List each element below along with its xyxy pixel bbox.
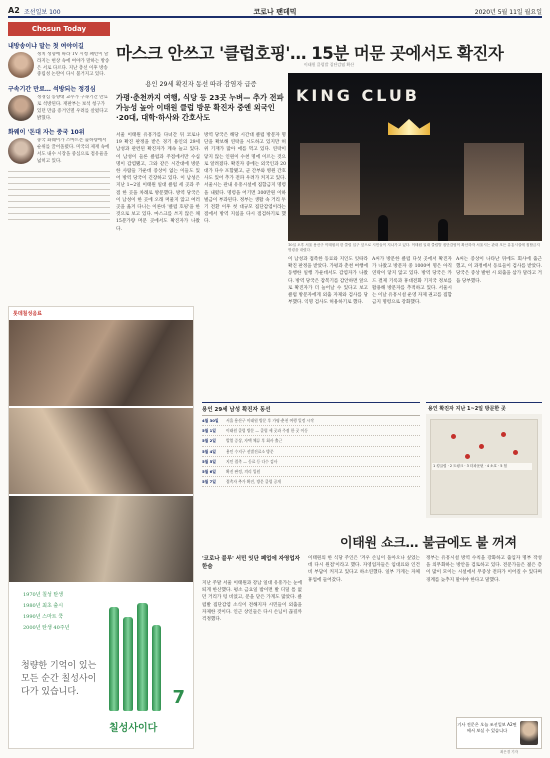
promo-box[interactable]: [456, 717, 542, 749]
article-column: 서울 이태원 유흥가를 다녀간 뒤 코로나19 확진 판정을 받은 경기 용인의 29세 남성과 관련된 확진자가 계속 늘고 있다. 이 남성이 들른 클럽과 주점에서만 수십 명이 감염됐고, 그와 같은 시간대에 방문한 사람들 가운데 증상이 없는 이들도 있어 방역 당국이 긴장하고 있다. 이 남성은 지난 1~2일 이태원 일대 클럽 세 곳과 주점 한 곳을 차례로 방문했다. 방역 당국은 이 남성이 한 곳에 오래 머물지 않고 여러 곳을 옮겨 다니는 이른바 '클럽 호핑'을 한 것으로 보고 있다. 마스크를 쓰지 않은 채 15분가량 머문 곳에서도 확진자가 나왔다.: [116, 133, 200, 232]
table-row: [202, 436, 420, 446]
ad-year-line: 1970년 칠성 탄생: [23, 592, 64, 598]
route-table: [202, 402, 420, 522]
subheadline: 용인 29세 확진자 동선 따라 감염자 급증: [145, 81, 257, 88]
pedestrian: [378, 215, 388, 241]
soda-bottle: [109, 607, 119, 711]
second-headline[interactable]: 이태원 쇼크… 불금에도 불 꺼져: [340, 536, 517, 551]
ad-photo-child: [9, 408, 193, 494]
row-text: 접촉자 추가 확진, 방문 클럽 공개: [226, 479, 281, 485]
chosun-today-item[interactable]: [8, 41, 110, 79]
main-headline[interactable]: 마스크 안쓰고 '클럽호핑'… 15분 머문 곳에서도 확진자: [116, 44, 504, 63]
row-text: 발열 증상, 자택 체류 후 회사 출근: [226, 438, 283, 444]
ad-year-line: 1990년 스마트 쿡: [23, 614, 64, 620]
chosun-today-item-title[interactable]: 내방송이냐 말는 첫 여야이길: [8, 43, 84, 50]
person-photo: [8, 138, 34, 164]
soda-bottle: [123, 617, 133, 711]
ad-year-line: 2000년 탄생 40주년: [23, 625, 70, 631]
location-pin-icon: [501, 432, 506, 437]
row-date: 5월 7일: [202, 479, 216, 485]
location-pin-icon: [479, 444, 484, 449]
row-date: 5월 5일: [202, 458, 216, 464]
ad-photo-friends: [9, 496, 193, 582]
route-map[interactable]: [426, 402, 542, 518]
ad-seven-mark: 7: [172, 687, 185, 708]
article-column: 방역 당국은 해당 시간대 클럽 방문자 명단을 확보해 연락을 시도하고 있지만 허위 기재가 많아 애를 먹고 있다. 연락이 닿지 않는 인원이 수천 명에 이르는 것으로 알려졌다. 확진자 중에는 외국인과 20대가 다수 포함됐고, 군 간부와 병원 간호사도 있어 추가 전파 우려가 커지고 있다. 서울시는 관내 유흥시설에 집합금지 명령을 내렸다. 명령을 어기면 300만원 이하 벌금이 부과된다. 정부는 생활 속 거리 두기 전환 이후 첫 대규모 집단감염이라는 점에서 방역 지침을 다시 점검하기로 했다.: [204, 133, 286, 225]
table-row: [202, 426, 420, 436]
row-text: 확진 판정, 격리 입원: [226, 469, 261, 475]
newspaper-name: 조선일보 100: [24, 9, 61, 16]
row-text: 지인 접촉 — 동료 등 다수 검사: [226, 458, 278, 464]
location-pin-icon: [465, 454, 470, 459]
table-row: [202, 457, 420, 467]
page-header: [8, 6, 542, 18]
person-photo: [8, 95, 34, 121]
soda-bottle: [137, 603, 148, 711]
chosun-today-item-body: 중국 화웨이가 스마트폰 출하량에서 순위를 끌어올렸다. 미국의 제재 속에서도 내수 시장을 중심으로 점유율을 넓히고 있다.: [37, 138, 110, 164]
article-column: A씨가 방문한 클럽 다섯 곳에서 확진자가 나왔고 방문자 중 1000여 명은 아직 연락이 닿지 않고 있다. 방역 당국은 카드 결제 기록과 휴대전화 기지국 정보를 활용해 방문자를 추적하고 있다. 서울시는 이날 유흥시설 운영 자제 권고를 집합금지 명령으로 강화했다.: [372, 257, 452, 306]
article-column: 정부는 유흥시설 방역 수칙을 강화하고 출입자 명부 작성을 의무화하는 방안을 검토하고 있다. 전문가들은 젊은 층이 많이 모이는 시설에서 무증상 전파가 이어질 수 있다며 경계를 늦추지 말아야 한다고 말했다.: [426, 556, 542, 583]
article-lead: 가평·춘천까지 여행, 식당 등 23곳 누벼— 추가 전파 가능성 높아 이태원 클럽 방문 확진자 중엔 외국인·20대, 대학·하사와 간호사도: [116, 93, 284, 122]
ad-timeline: [23, 590, 69, 634]
row-date: 4월 30일: [202, 418, 219, 423]
row-date: 5월 2일: [202, 438, 216, 444]
chosun-today-item-title[interactable]: 구속기간 만료… 석방되는 정경심: [8, 86, 96, 94]
article-column: 지난 주말 서울 이태원과 강남 일대 유흥가는 눈에 띄게 한산했다. 평소 금요일 밤이면 발 디딜 틈 없던 거리가 텅 비었고, 문을 닫은 가게도 많았다. 클럽발 집단감염 소식이 전해지자 시민들이 외출을 자제한 것이다. 인근 상인들은 다시 손님이 끊길까 걱정했다.: [202, 581, 302, 623]
second-subheadline: '코로나 블루' 서민 잇단 폐업에 자영업자 한숨: [202, 556, 300, 570]
ad-brand-name: 칠성사이다: [109, 723, 158, 734]
crown-icon: [388, 119, 430, 135]
chosun-today-item[interactable]: [8, 84, 110, 122]
map-legend: 1 킹클럽 · 2 트렁크 · 3 더파운틴 · 4 소호 · 5 힘: [432, 463, 532, 470]
pedestrian: [438, 219, 448, 241]
promo-text: 기사 전문은 오늘 조선일보 A2면에서 보실 수 있습니다: [457, 722, 517, 733]
route-table-title: 용인 29세 남성 확진자 동선: [202, 403, 420, 416]
text-filler: [8, 166, 110, 220]
chosun-today-item[interactable]: [8, 127, 110, 165]
location-pin-icon: [451, 434, 456, 439]
ad-slogan: 청량한 기억이 있는 모든 순간 칠성사이다가 있습니다.: [21, 661, 97, 697]
columnist-photo: [520, 721, 538, 745]
map-title: 용인 확진자 지난 1~2일 방문한 곳: [426, 403, 542, 414]
soda-bottle: [152, 625, 161, 711]
table-row: [202, 467, 420, 477]
table-row: [202, 477, 420, 487]
table-row: [202, 416, 420, 426]
chosun-today-item-body: 정경심 동양대 교수가 구속기간 만료로 석방된다. 재판부는 보석 청구가 있던 만큼 증거인멸 우려를 살폈다고 밝혔다.: [37, 95, 108, 121]
ad-year-line: 1980년 최초 출시: [23, 603, 64, 609]
section-title: 코로나 팬데믹: [253, 8, 297, 16]
club-door: [300, 143, 360, 215]
chosun-today-item-body: 정치 성향에 따라 TV 시청 패턴이 달라지는 현상 속에 여야가 말하는 방송은 서로 다르다. 지난 총선 이후 방송 중립성 논란이 다시 불거지고 있다.: [37, 52, 110, 78]
row-date: 5월 4일: [202, 448, 216, 454]
chosun-today-item-title[interactable]: 화웨이 '돈대 자는 중국 10위: [8, 129, 85, 137]
row-date: 5월 6일: [202, 469, 216, 475]
chosun-today-badge: Chosun Today: [8, 22, 110, 36]
table-row: [202, 447, 420, 457]
club-door: [464, 143, 524, 215]
headline-kicker: 이태원 클럽발 집단감염 확산: [303, 62, 355, 67]
row-text: 서울 용산구 이태원 방문 후 가평·춘천 여행 일정 시작: [226, 418, 314, 423]
reporter-name: 최은경 기자: [500, 750, 519, 754]
row-date: 5월 1일: [202, 428, 216, 434]
row-text: 이태원 클럽 방문 — 클럽 세 곳과 주점 한 곳 이동: [226, 428, 308, 434]
page-number: A2: [8, 6, 20, 15]
ad-logo: 롯데칠성음료: [13, 311, 42, 317]
photo-caption: 10일 오후 서울 용산구 이태원의 한 클럽 입구 앞으로 시민들이 지나가고 있다. 이태원 일대 클럽발 집단감염이 확산하자 서울시는 관내 모든 유흥시설에 집합금지 명령을 내렸다.: [288, 243, 540, 252]
issue-date: 2020년 5월 11일 월요일: [474, 9, 542, 16]
article-column: 이태원의 한 식당 주인은 '겨우 손님이 돌아오나 싶었는데 다시 원점'이라고 했다. 자영업자들은 임대료와 인건비 부담이 커지고 있다고 하소연했다. 일부 가게는 자체 휴업에 들어갔다.: [308, 556, 420, 583]
chosun-today-column: [8, 22, 110, 304]
row-text: 용인 수지구 선별진료소 방문: [226, 448, 274, 454]
article-column: 이 남성과 접촉한 동료와 지인도 잇따라 확진 판정을 받았다. 가평과 춘천 여행에 동행한 일행 가운데서도 감염자가 나왔다. 방역 당국은 잠복기를 감안하면 앞으로 확진자가 더 늘어날 수 있다고 보고 클럽 방문자에게 외출 자제와 검사를 당부했다. 익명 검사도 허용하기로 했다.: [288, 257, 368, 306]
article-column: A씨는 증상이 나타난 뒤에도 회사에 출근했고, 이 과정에서 동료들이 검사를 받았다. 당국은 증상 발현 시 외출을 삼가 달라고 거듭 당부했다.: [456, 257, 542, 284]
club-sign: KING CLUB: [296, 86, 420, 105]
club-entrance-photo[interactable]: [288, 73, 542, 241]
location-pin-icon: [513, 450, 518, 455]
person-photo: [8, 52, 34, 78]
